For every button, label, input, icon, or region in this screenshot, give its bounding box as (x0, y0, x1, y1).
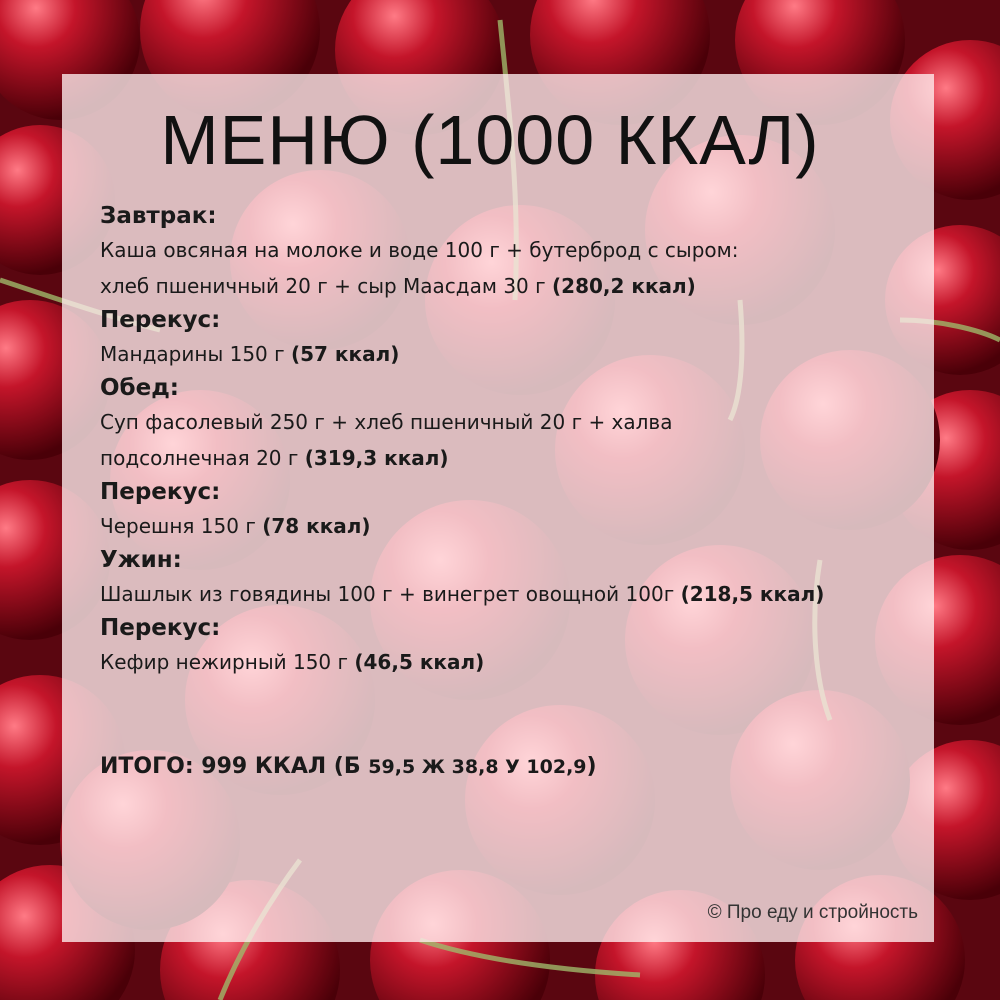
meal-calories: (46,5 ккал) (354, 650, 485, 674)
meal-description (100, 576, 930, 612)
total-label: ИТОГО: 999 ККАЛ (Б (100, 754, 369, 779)
meal-description-text: Мандарины 150 г (100, 342, 291, 366)
page-title: МЕНЮ (1000 ККАЛ) (160, 101, 820, 179)
meal-calories: (78 ккал) (262, 514, 371, 538)
total-close: ) (586, 754, 597, 779)
meal-description-line2 (100, 268, 930, 304)
total-macros: 59,5 Ж 38,8 У 102,9 (368, 756, 587, 778)
meal-description-text: Черешня 150 г (100, 514, 263, 538)
meal-title: Ужин: (100, 547, 182, 573)
meal-description-line2 (100, 440, 930, 476)
meal-description-text: Кефир нежирный 150 г (100, 650, 355, 674)
meal-calories: (280,2 ккал) (552, 274, 696, 298)
meal-description: Каша овсяная на молоке и воде 100 г + бутерброд с сыром: (100, 238, 739, 262)
copyright-note: © Про еду и стройность (707, 902, 918, 923)
meal-description: Суп фасолевый 250 г + хлеб пшеничный 20 г + халва (100, 410, 673, 434)
meal-snack-2 (100, 476, 930, 544)
meal-calories: (319,3 ккал) (304, 446, 449, 470)
meal-title: Перекус: (100, 615, 221, 641)
meal-title: Перекус: (100, 479, 221, 505)
meal-description-text: подсолнечная 20 г (100, 446, 305, 470)
meal-list (100, 200, 930, 680)
meal-snack-1 (100, 304, 930, 372)
meal-title: Обед: (100, 375, 179, 401)
meal-description (100, 644, 930, 680)
total-summary (100, 754, 597, 779)
meal-title: Завтрак: (100, 203, 217, 229)
meal-description (100, 336, 930, 372)
meal-calories: (57 ккал) (291, 342, 400, 366)
meal-description (100, 508, 930, 544)
meal-title: Перекус: (100, 307, 221, 333)
meal-description-text: хлеб пшеничный 20 г + сыр Маасдам 30 г (100, 274, 553, 298)
meal-calories: (218,5 ккал) (680, 582, 825, 606)
meal-lunch (100, 372, 930, 476)
meal-dinner (100, 544, 930, 612)
meal-snack-3 (100, 612, 930, 680)
meal-description-text: Шашлык из говядины 100 г + винегрет овощной 100г (100, 582, 681, 606)
meal-breakfast (100, 200, 930, 304)
